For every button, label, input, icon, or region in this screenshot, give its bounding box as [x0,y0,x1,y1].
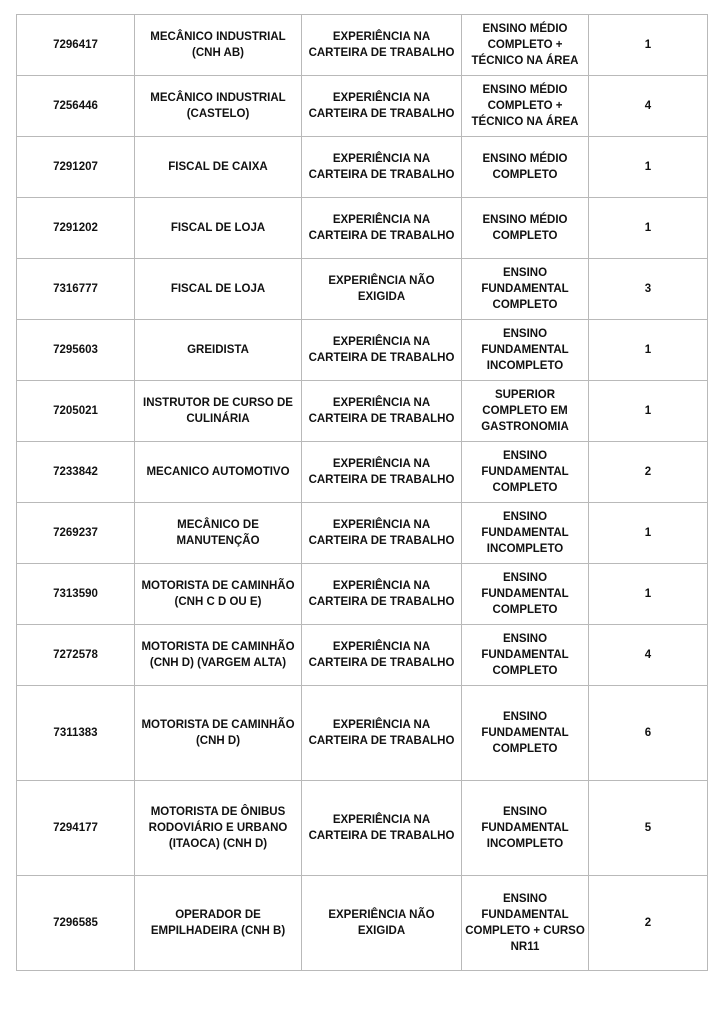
vacancy-count: 1 [589,198,708,259]
table-row [17,442,708,503]
education-requirement: ENSINO MÉDIO COMPLETO + TÉCNICO NA ÁREA [462,76,589,137]
vacancy-count: 1 [589,15,708,76]
vacancy-code: 7256446 [17,76,135,137]
vacancy-code: 7313590 [17,564,135,625]
education-requirement: ENSINO FUNDAMENTAL COMPLETO + CURSO NR11 [462,876,589,971]
vacancy-count: 1 [589,320,708,381]
vacancy-code: 7296417 [17,15,135,76]
vacancy-count: 1 [589,503,708,564]
vacancy-code: 7316777 [17,259,135,320]
education-requirement: ENSINO FUNDAMENTAL COMPLETO [462,686,589,781]
table-row [17,876,708,971]
table-row [17,686,708,781]
job-title: MECÂNICO INDUSTRIAL (CNH AB) [135,15,302,76]
job-title: INSTRUTOR DE CURSO DE CULINÁRIA [135,381,302,442]
vacancy-count: 4 [589,625,708,686]
job-title: FISCAL DE CAIXA [135,137,302,198]
table-row [17,198,708,259]
job-title: OPERADOR DE EMPILHADEIRA (CNH B) [135,876,302,971]
vacancy-code: 7291207 [17,137,135,198]
table-row [17,781,708,876]
table-row [17,259,708,320]
vacancy-count: 2 [589,442,708,503]
job-vacancies-table [16,14,708,971]
table-row [17,320,708,381]
experience-requirement: EXPERIÊNCIA NA CARTEIRA DE TRABALHO [302,381,462,442]
education-requirement: ENSINO FUNDAMENTAL INCOMPLETO [462,320,589,381]
vacancy-count: 4 [589,76,708,137]
education-requirement: ENSINO FUNDAMENTAL COMPLETO [462,625,589,686]
table-row [17,564,708,625]
experience-requirement: EXPERIÊNCIA NÃO EXIGIDA [302,259,462,320]
vacancy-code: 7295603 [17,320,135,381]
table-row [17,625,708,686]
education-requirement: ENSINO FUNDAMENTAL INCOMPLETO [462,503,589,564]
table-row [17,503,708,564]
vacancy-code: 7296585 [17,876,135,971]
education-requirement: ENSINO FUNDAMENTAL COMPLETO [462,259,589,320]
experience-requirement: EXPERIÊNCIA NA CARTEIRA DE TRABALHO [302,76,462,137]
experience-requirement: EXPERIÊNCIA NA CARTEIRA DE TRABALHO [302,15,462,76]
table-row [17,76,708,137]
vacancy-count: 5 [589,781,708,876]
education-requirement: ENSINO MÉDIO COMPLETO [462,137,589,198]
vacancy-count: 1 [589,564,708,625]
education-requirement: SUPERIOR COMPLETO EM GASTRONOMIA [462,381,589,442]
education-requirement: ENSINO MÉDIO COMPLETO [462,198,589,259]
experience-requirement: EXPERIÊNCIA NA CARTEIRA DE TRABALHO [302,686,462,781]
vacancy-code: 7311383 [17,686,135,781]
job-title: MECÂNICO INDUSTRIAL (CASTELO) [135,76,302,137]
experience-requirement: EXPERIÊNCIA NA CARTEIRA DE TRABALHO [302,137,462,198]
experience-requirement: EXPERIÊNCIA NÃO EXIGIDA [302,876,462,971]
vacancy-code: 7291202 [17,198,135,259]
experience-requirement: EXPERIÊNCIA NA CARTEIRA DE TRABALHO [302,625,462,686]
job-title: MOTORISTA DE CAMINHÃO (CNH D) (VARGEM ALTA) [135,625,302,686]
job-title: MOTORISTA DE CAMINHÃO (CNH C D OU E) [135,564,302,625]
job-title: MECANICO AUTOMOTIVO [135,442,302,503]
table-row [17,137,708,198]
vacancy-count: 1 [589,381,708,442]
vacancy-count: 1 [589,137,708,198]
education-requirement: ENSINO FUNDAMENTAL INCOMPLETO [462,781,589,876]
job-title: FISCAL DE LOJA [135,198,302,259]
vacancy-count: 6 [589,686,708,781]
vacancy-count: 2 [589,876,708,971]
experience-requirement: EXPERIÊNCIA NA CARTEIRA DE TRABALHO [302,320,462,381]
vacancy-count: 3 [589,259,708,320]
education-requirement: ENSINO FUNDAMENTAL COMPLETO [462,442,589,503]
education-requirement: ENSINO MÉDIO COMPLETO + TÉCNICO NA ÁREA [462,15,589,76]
experience-requirement: EXPERIÊNCIA NA CARTEIRA DE TRABALHO [302,503,462,564]
table-row [17,381,708,442]
experience-requirement: EXPERIÊNCIA NA CARTEIRA DE TRABALHO [302,442,462,503]
job-title: MOTORISTA DE ÔNIBUS RODOVIÁRIO E URBANO (ITAOCA) (CNH D) [135,781,302,876]
vacancy-code: 7294177 [17,781,135,876]
vacancy-code: 7233842 [17,442,135,503]
vacancy-code: 7205021 [17,381,135,442]
job-title: GREIDISTA [135,320,302,381]
vacancy-code: 7269237 [17,503,135,564]
table-row [17,15,708,76]
experience-requirement: EXPERIÊNCIA NA CARTEIRA DE TRABALHO [302,564,462,625]
experience-requirement: EXPERIÊNCIA NA CARTEIRA DE TRABALHO [302,198,462,259]
job-title: MECÂNICO DE MANUTENÇÃO [135,503,302,564]
job-title: FISCAL DE LOJA [135,259,302,320]
education-requirement: ENSINO FUNDAMENTAL COMPLETO [462,564,589,625]
experience-requirement: EXPERIÊNCIA NA CARTEIRA DE TRABALHO [302,781,462,876]
vacancy-code: 7272578 [17,625,135,686]
job-title: MOTORISTA DE CAMINHÃO (CNH D) [135,686,302,781]
